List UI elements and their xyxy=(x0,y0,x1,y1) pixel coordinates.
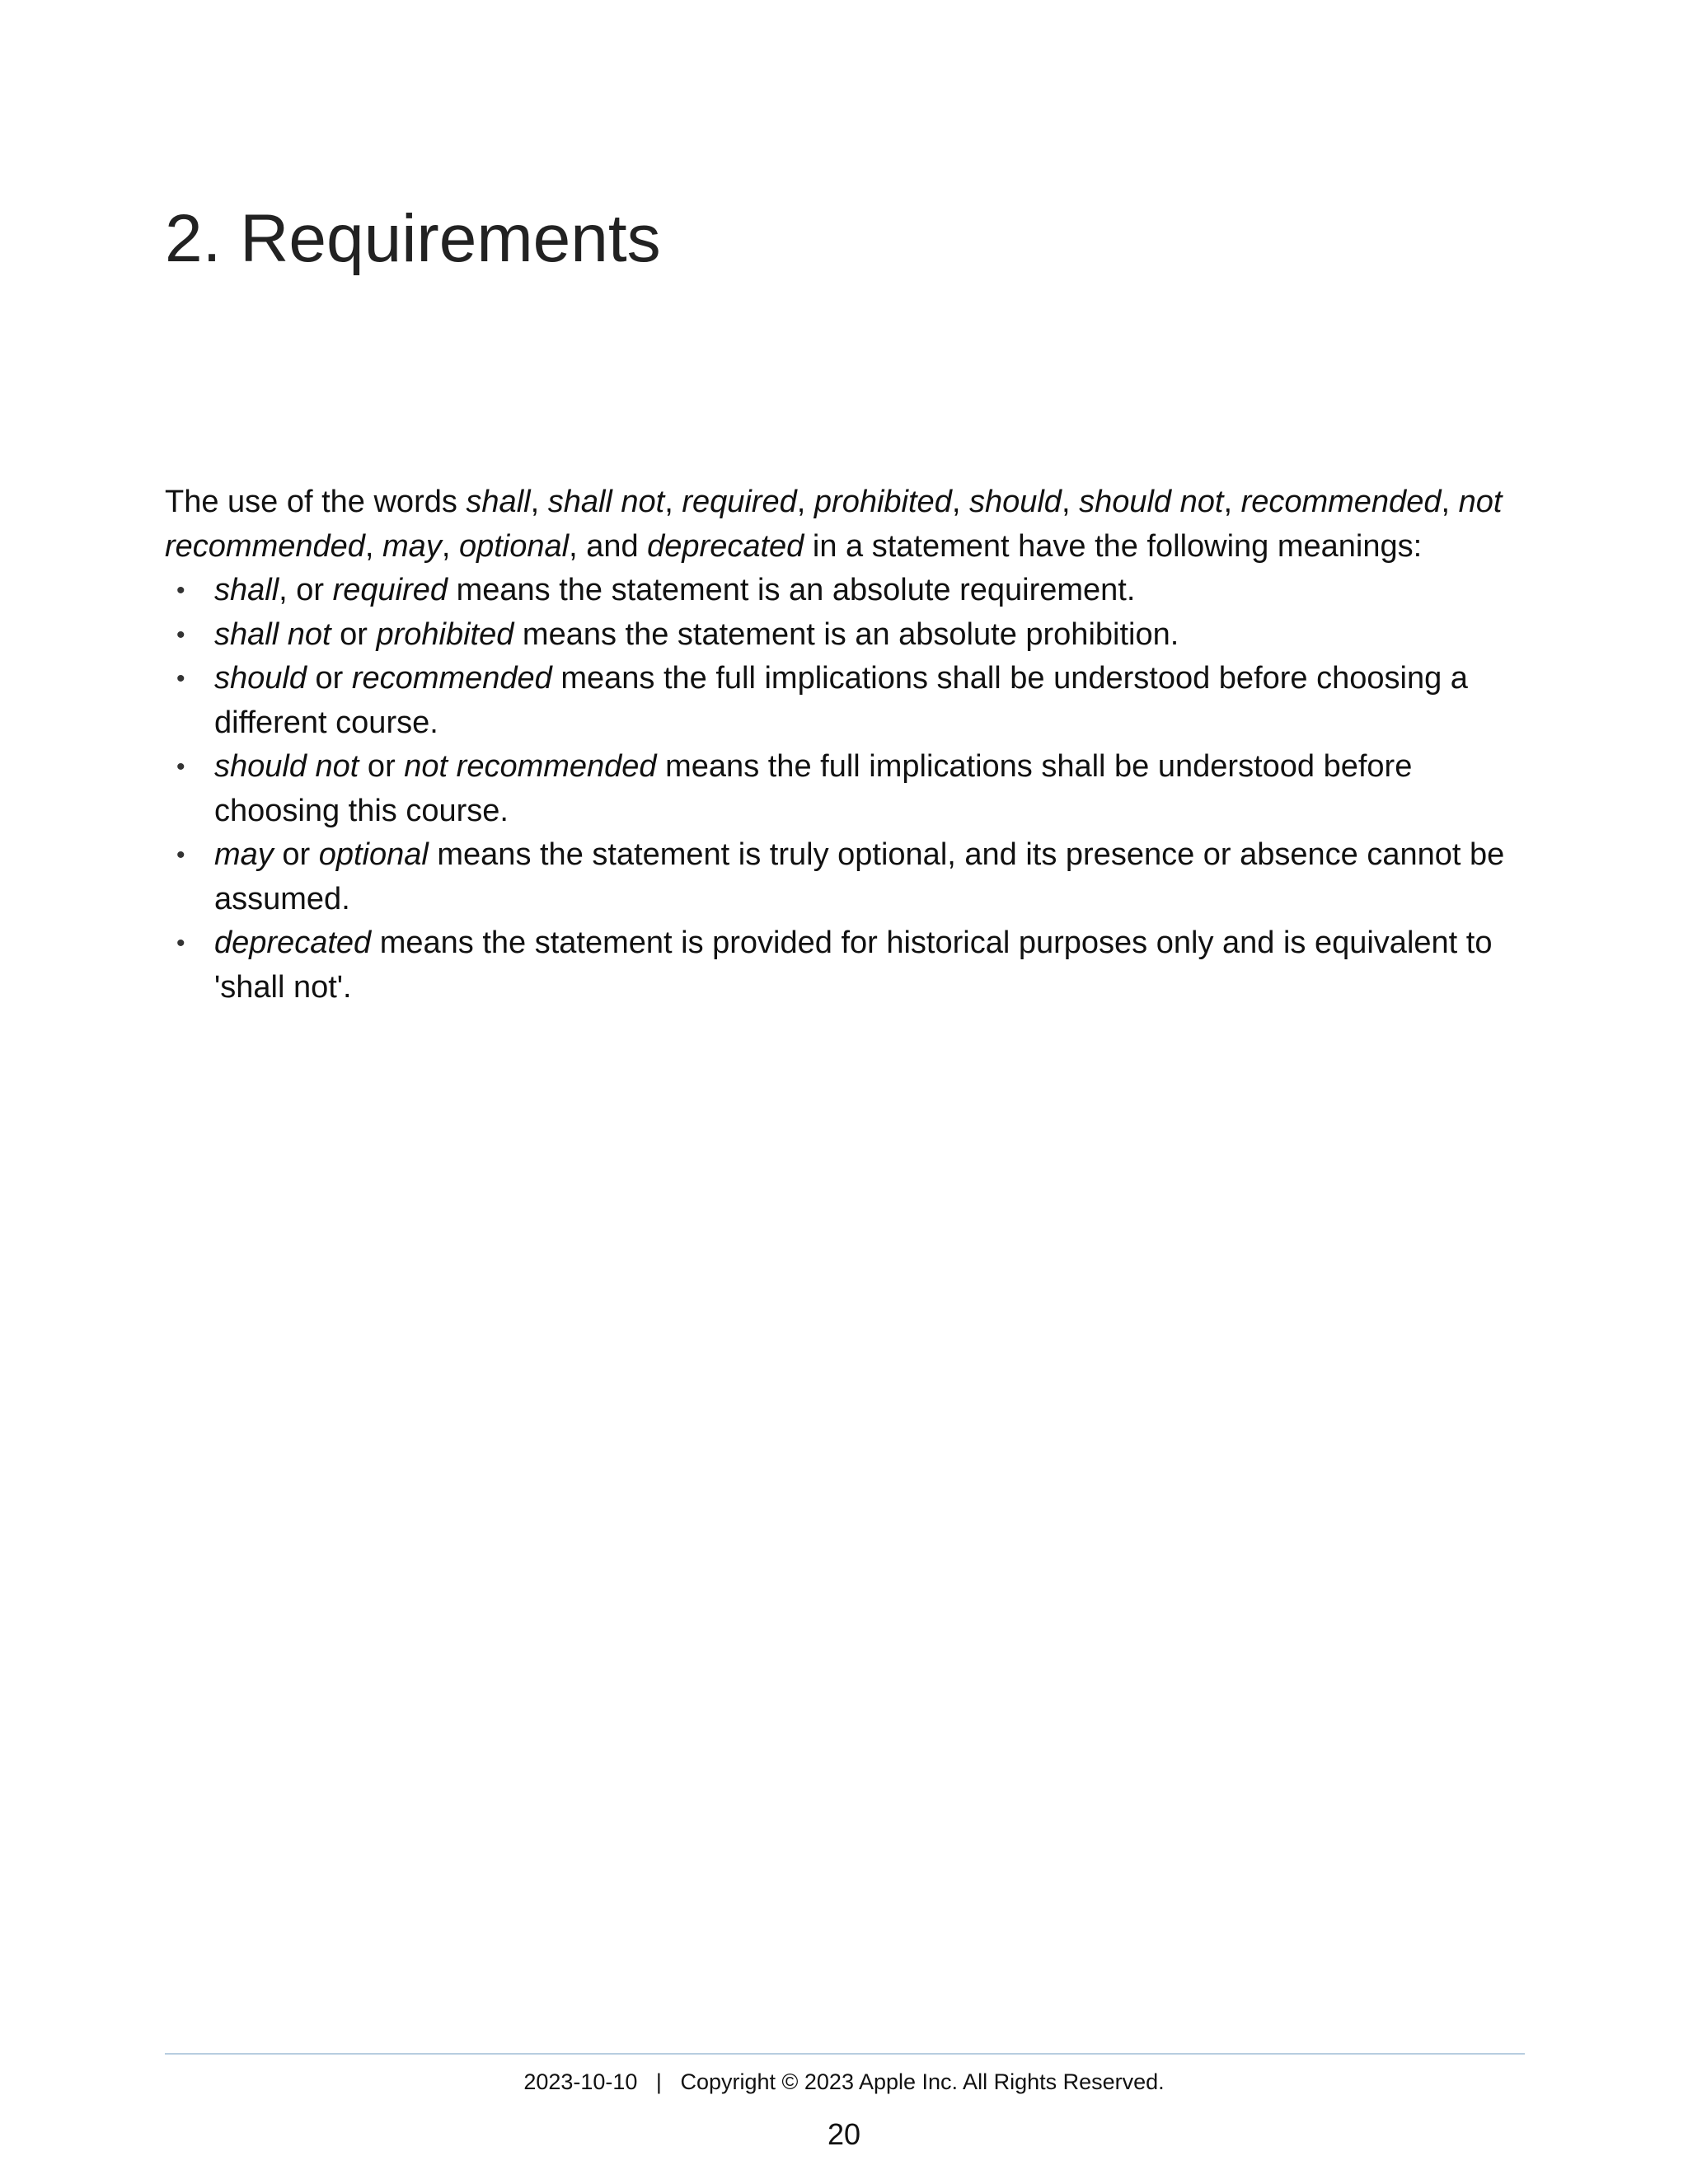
term: should not xyxy=(214,749,359,784)
term-shall-not: shall not xyxy=(547,485,665,519)
connector: or xyxy=(331,616,377,652)
term-not-recommended: not recommended xyxy=(165,485,1503,564)
separator: , xyxy=(796,485,814,519)
connector: or xyxy=(359,749,405,784)
term: should xyxy=(214,661,307,696)
term: may xyxy=(214,837,274,872)
connector: or xyxy=(273,837,319,872)
term-should-not: should not xyxy=(1079,485,1224,519)
term-shall: shall xyxy=(466,485,531,519)
connector: , or xyxy=(279,573,333,607)
bullet-icon: • xyxy=(176,621,185,649)
footer-copyright: 2023-10-10 | Copyright © 2023 Apple Inc. All Rights Reserved. xyxy=(523,2069,1165,2094)
term-deprecated: deprecated xyxy=(647,528,804,564)
bullet-icon: • xyxy=(176,841,185,869)
definition: means the full implications shall be understood before choosing a different course. xyxy=(214,661,1468,740)
definition: means the statement is an absolute requirement. xyxy=(448,573,1136,607)
term: prohibited xyxy=(376,616,514,652)
term: optional xyxy=(318,837,429,872)
terms-list xyxy=(165,569,1525,1010)
bullet-icon: • xyxy=(176,665,185,692)
term: required xyxy=(332,573,448,607)
separator: , xyxy=(664,485,682,519)
term-prohibited: prohibited xyxy=(814,485,952,519)
list-item xyxy=(165,613,1525,658)
term-recommended: recommended xyxy=(1240,485,1442,519)
list-item xyxy=(165,745,1525,833)
section-heading: 2. Requirements xyxy=(165,201,661,276)
term-required: required xyxy=(682,485,797,519)
intro-text: in a statement have the following meanings: xyxy=(804,528,1423,564)
separator: , xyxy=(1223,485,1241,519)
footer-divider xyxy=(165,2053,1525,2055)
term-optional: optional xyxy=(458,528,570,564)
intro-paragraph xyxy=(165,480,1525,569)
bullet-icon: • xyxy=(176,930,185,957)
connector: or xyxy=(306,661,352,696)
separator: , xyxy=(530,485,548,519)
intro-text: The use of the words xyxy=(165,485,467,519)
definition: means the statement is an absolute prohibition. xyxy=(513,616,1179,652)
separator: , xyxy=(1061,485,1080,519)
term: shall xyxy=(214,573,279,607)
term: not recommended xyxy=(404,749,657,784)
separator: , xyxy=(441,528,459,564)
term: deprecated xyxy=(214,926,372,960)
separator: , xyxy=(951,485,969,519)
term-should: should xyxy=(968,485,1062,519)
bullet-icon: • xyxy=(176,577,185,604)
list-item xyxy=(165,833,1525,921)
definition: means the statement is truly optional, and its presence or absence cannot be assumed. xyxy=(214,837,1505,916)
list-item xyxy=(165,569,1525,613)
bullet-icon: • xyxy=(176,753,185,780)
separator: , xyxy=(364,528,383,564)
definition: means the full implications shall be understood before choosing this course. xyxy=(214,749,1413,828)
requirements-body xyxy=(165,480,1525,1010)
term: shall not xyxy=(214,616,331,652)
list-item xyxy=(165,921,1525,1010)
term-may: may xyxy=(382,528,442,564)
list-item xyxy=(165,657,1525,745)
definition: means the statement is provided for historical purposes only and is equivalent to 'shall not'. xyxy=(214,926,1493,1005)
separator: , xyxy=(1441,485,1459,519)
separator: , and xyxy=(569,528,648,564)
term: recommended xyxy=(351,661,552,696)
page-number: 20 xyxy=(827,2117,861,2151)
